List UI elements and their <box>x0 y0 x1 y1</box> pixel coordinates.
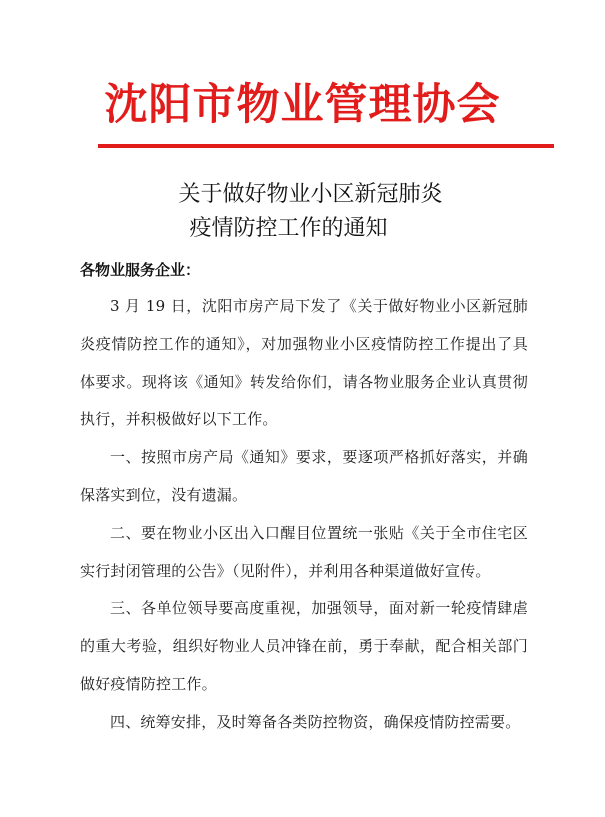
header-divider <box>98 144 554 148</box>
paragraph-item-3: 三、各单位领导要高度重视，加强领导，面对新一轮疫情肆虐的重大考验，组织好物业人员冲锋在前，勇于奉献，配合相关部门做好疫情防控工作。 <box>80 599 528 693</box>
document-title-line-2: 疫情防控工作的通知 <box>189 216 388 241</box>
paragraph-item-2: 二、要在物业小区出入口醒目位置统一张贴《关于全市住宅区实行封闭管理的公告》（见附件），并利用各种渠道做好宣传。 <box>80 523 528 580</box>
salutation: 各物业服务企业： <box>80 261 201 279</box>
notice-body <box>80 288 528 742</box>
organization-header: 沈阳市物业管理协会 <box>104 80 501 130</box>
paragraph-intro: 3 月 19 日，沈阳市房产局下发了《关于做好物业小区新冠肺炎疫情防控工作的通知》，对加强物业小区疫情防控工作提出了具体要求。现将该《通知》转发给你们，请各物业服务企业认真贯彻执行，并积极做好以下工作。 <box>80 297 528 429</box>
document-title-line-1: 关于做好物业小区新冠肺炎 <box>178 182 443 207</box>
paragraph-item-1: 一、按照市房产局《通知》要求，要逐项严格抓好落实，并确保落实到位，没有遗漏。 <box>80 448 528 504</box>
paragraph-item-4: 四、统筹安排，及时筹备各类防控物资，确保疫情防控需要。 <box>110 712 521 731</box>
